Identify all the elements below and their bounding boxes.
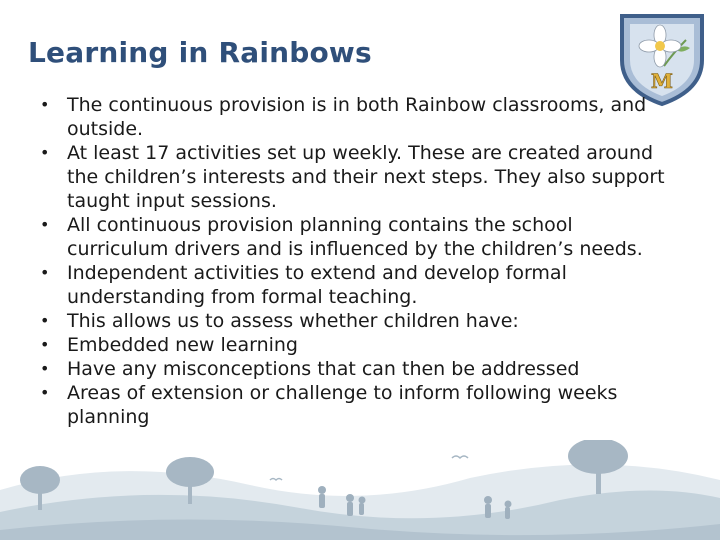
bullet-text: Have any misconceptions that can then be addressed: [67, 358, 580, 380]
bullet-marker: •: [40, 359, 50, 378]
bullet-marker: •: [40, 95, 50, 114]
bullet-item: [30, 261, 680, 309]
bullet-marker: •: [40, 335, 50, 354]
bullet-item: [30, 93, 680, 141]
bullet-list: [30, 93, 680, 429]
bullet-text: Independent activities to extend and develop formal understanding from formal teaching.: [67, 262, 567, 308]
bullet-item: [30, 309, 680, 333]
bird-icon: [270, 456, 468, 480]
bullet-marker: •: [40, 143, 50, 162]
crest-monogram: M: [650, 69, 674, 93]
decorative-hills-scenery: [0, 440, 720, 540]
bullet-item: [30, 213, 680, 261]
bullet-text: This allows us to assess whether children have:: [67, 310, 519, 332]
bullet-text: All continuous provision planning contains the school curriculum drivers and is influenced by the children’s needs.: [67, 214, 643, 260]
bullet-marker: •: [40, 311, 50, 330]
slide-title: Learning in Rainbows: [28, 36, 372, 69]
bullet-text: At least 17 activities set up weekly. These are created around the children’s interests and their next steps. They also support taught input sessions.: [67, 142, 665, 212]
bullet-text: Areas of extension or challenge to inform following weeks planning: [67, 382, 618, 428]
bullet-item: [30, 141, 680, 213]
bullet-marker: •: [40, 263, 50, 282]
bullet-marker: •: [40, 215, 50, 234]
bullet-item: [30, 333, 680, 357]
bullet-item: [30, 381, 680, 429]
bullet-text: Embedded new learning: [67, 334, 298, 356]
bullet-item: [30, 357, 680, 381]
bullet-text: The continuous provision is in both Rainbow classrooms, and outside.: [67, 94, 647, 140]
bullet-marker: •: [40, 383, 50, 402]
